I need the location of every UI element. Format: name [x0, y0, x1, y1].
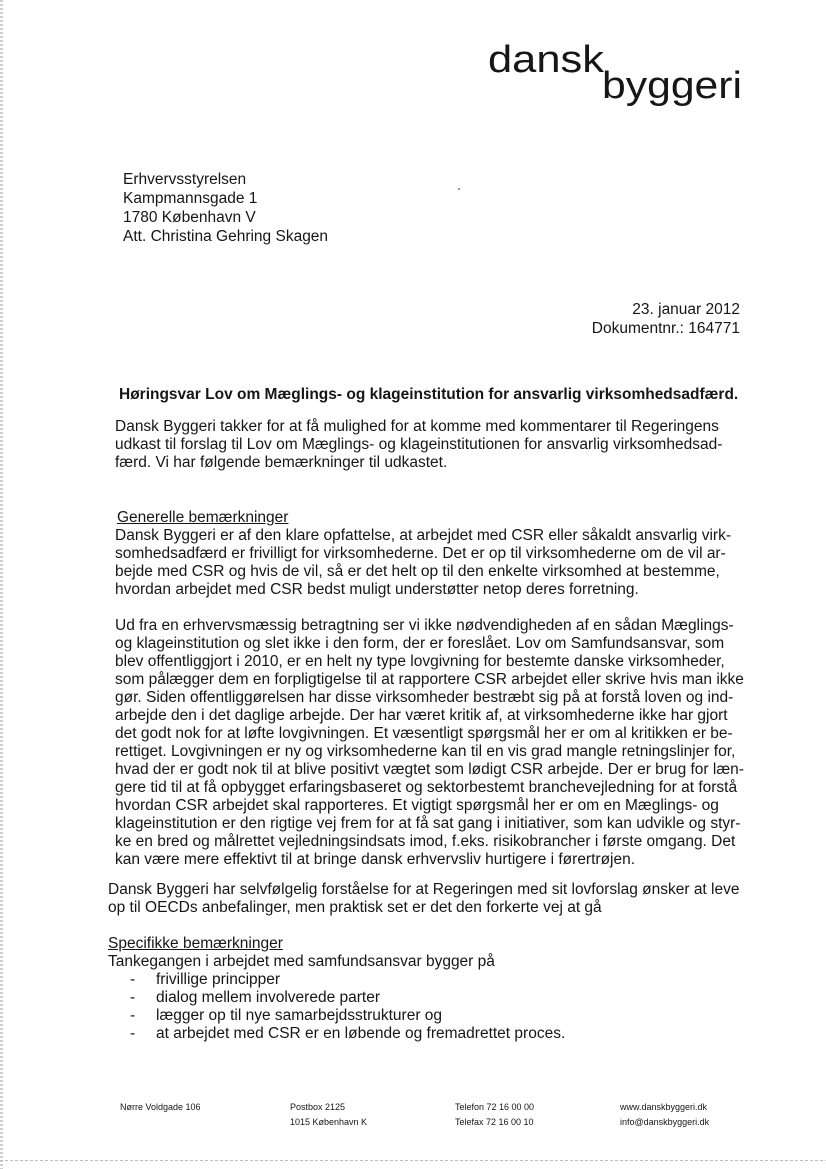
- footer-web: [620, 1100, 709, 1130]
- list-item: [130, 1025, 565, 1043]
- intro-paragraph: [115, 418, 743, 472]
- list-item: [130, 971, 565, 989]
- logo-word-byggeri: byggeri: [602, 65, 742, 106]
- bullet-dash: -: [130, 1025, 136, 1042]
- list-item: [130, 1007, 565, 1025]
- text-line: gør. Siden offentliggørelsen har disse virksomheder bestræbt sig på at forstå loven og ind-: [115, 689, 734, 706]
- general-paragraph-2: [115, 617, 743, 869]
- text-line: færd. Vi har følgende bemærkninger til udkastet.: [115, 454, 448, 471]
- footer-postbox: [290, 1100, 367, 1130]
- text-line: gere tid til at få opbygget erfaringsbaseret og sektorbestemt branchevejledning for at forstå: [115, 779, 738, 796]
- text-line: op til OECDs anbefalinger, men praktisk set er det den forkerte vej at gå: [108, 899, 602, 916]
- text-line: Dansk Byggeri er af den klare opfattelse, at arbejdet med CSR eller såkaldt ansvarlig virk-: [115, 527, 731, 544]
- list-item: [130, 989, 565, 1007]
- subject-heading: Høringsvar Lov om Mæglings- og klageinstitution for ansvarlig virksomhedsadfærd.: [119, 386, 739, 403]
- specific-intro: [108, 953, 736, 971]
- bullet-dash: -: [130, 971, 136, 988]
- text-line: klageinstitution er den rigtige vej frem for at få sat gang i initiativer, som kan udvikle og styr-: [115, 815, 741, 832]
- recipient-line: Erhvervsstyrelsen: [123, 171, 247, 188]
- recipient-line: 1780 København V: [123, 209, 256, 226]
- logo-word-dansk: dansk: [488, 39, 606, 81]
- footer-telefax: Telefax 72 16 00 10: [455, 1117, 534, 1127]
- footer-telephone: Telefon 72 16 00 00: [455, 1102, 535, 1112]
- text-line: udkast til forslag til Lov om Mæglings- og klageinstitutionen for ansvarlig virksomhedsad-: [115, 436, 723, 453]
- bullet-dash: -: [130, 989, 136, 1006]
- text-line: rettiget. Lovgivningen er ny og virksomhederne kan til en vis grad mangle retningslinjer for,: [115, 743, 736, 760]
- footer-email: info@danskbyggeri.dk: [620, 1117, 710, 1127]
- text-line: ke en bred og målrettet vejledningsindsats imod, f.eks. risikobrancher i første omgang. Det: [115, 833, 736, 850]
- text-line: kan være mere effektivt til at bringe dansk erhvervsliv hurtigere i førertrøjen.: [115, 851, 636, 868]
- list-item-text: frivillige principper: [156, 971, 281, 988]
- list-item-text: at arbejdet med CSR er en løbende og fremadrettet proces.: [156, 1025, 566, 1042]
- text-line: det godt nok for at løfte lovgivningen. Et væsentligt spørgsmål her er om al kritikken er be-: [115, 725, 733, 742]
- text-line: Ud fra en erhvervsmæssig betragtning ser vi ikke nødvendigheden af en sådan Mæglings-: [115, 617, 734, 634]
- general-paragraph-3: [108, 881, 740, 917]
- text-line: somhedsadfærd er frivilligt for virksomhederne. Det er op til virksomhederne om de vil ar-: [115, 545, 726, 562]
- bullet-dash: -: [130, 1007, 136, 1024]
- footer-address: [120, 1100, 201, 1115]
- text-line: blev offentliggjort i 2010, er en helt ny type lovgivning for bestemte danske virksomheder,: [115, 653, 725, 670]
- letter-date: 23. januar 2012: [632, 301, 740, 318]
- text-line: og klageinstitution og slet ikke i den form, der er foreslået. Lov om Samfundsansvar, som: [115, 635, 725, 652]
- principles-list: [130, 971, 565, 1043]
- text-line: bejde med CSR og hvis de vil, så er det helt op til den enkelte virksomhed at bestemme,: [115, 563, 720, 580]
- text-line: hvad der er godt nok til at blive positivt vægtet som lødigt CSR arbejde. Der er brug for læn-: [115, 761, 744, 778]
- list-item-text: lægger op til nye samarbejdsstrukturer og: [156, 1007, 443, 1024]
- recipient-line: Kampmannsgade 1: [123, 190, 258, 207]
- footer-postcity: 1015 København K: [290, 1117, 368, 1127]
- text-line: Dansk Byggeri har selvfølgelig forståelse for at Regeringen med sit lovforslag ønsker at leve: [108, 881, 740, 898]
- general-paragraph-1: [115, 527, 743, 599]
- scan-bottom-edge: [0, 1160, 826, 1161]
- text-line: hvordan arbejdet med CSR bedst muligt understøtter netop deres forretning.: [115, 581, 639, 598]
- logo-graphic: [480, 36, 750, 106]
- text-line: som pålægger dem en forpligtigelse til at rapportere CSR arbejdet eller skrive hvis man ikke: [115, 671, 744, 688]
- scan-speck: [458, 188, 460, 190]
- footer-website: www.danskbyggeri.dk: [620, 1102, 708, 1112]
- footer-postbox-line: Postbox 2125: [290, 1102, 346, 1112]
- text-line: arbejde den i det daglige arbejde. Der har været kritik af, at virksomhederne ikke har gjort: [115, 707, 728, 724]
- specific-remarks-heading: Specifikke bemærkninger: [108, 935, 283, 952]
- document-number: Dokumentnr.: 164771: [591, 320, 740, 337]
- text-line: Tankegangen i arbejdet med samfundsansvar bygger på: [108, 953, 495, 970]
- recipient-address: [123, 170, 328, 246]
- general-remarks-heading: Generelle bemærkninger: [117, 509, 289, 526]
- dansk-byggeri-logo: [480, 36, 750, 106]
- recipient-line: Att. Christina Gehring Skagen: [123, 228, 329, 245]
- date-block: [592, 300, 740, 338]
- text-line: Dansk Byggeri takker for at få mulighed for at komme med kommentarer til Regeringens: [115, 418, 719, 435]
- scan-edge: [0, 0, 3, 1169]
- text-line: hvordan CSR arbejdet skal rapporteres. Et vigtigt spørgsmål her er om en Mæglings- og: [115, 797, 719, 814]
- list-item-text: dialog mellem involverede parter: [156, 989, 381, 1006]
- footer-street: Nørre Voldgade 106: [120, 1102, 201, 1112]
- footer-phone: [455, 1100, 534, 1130]
